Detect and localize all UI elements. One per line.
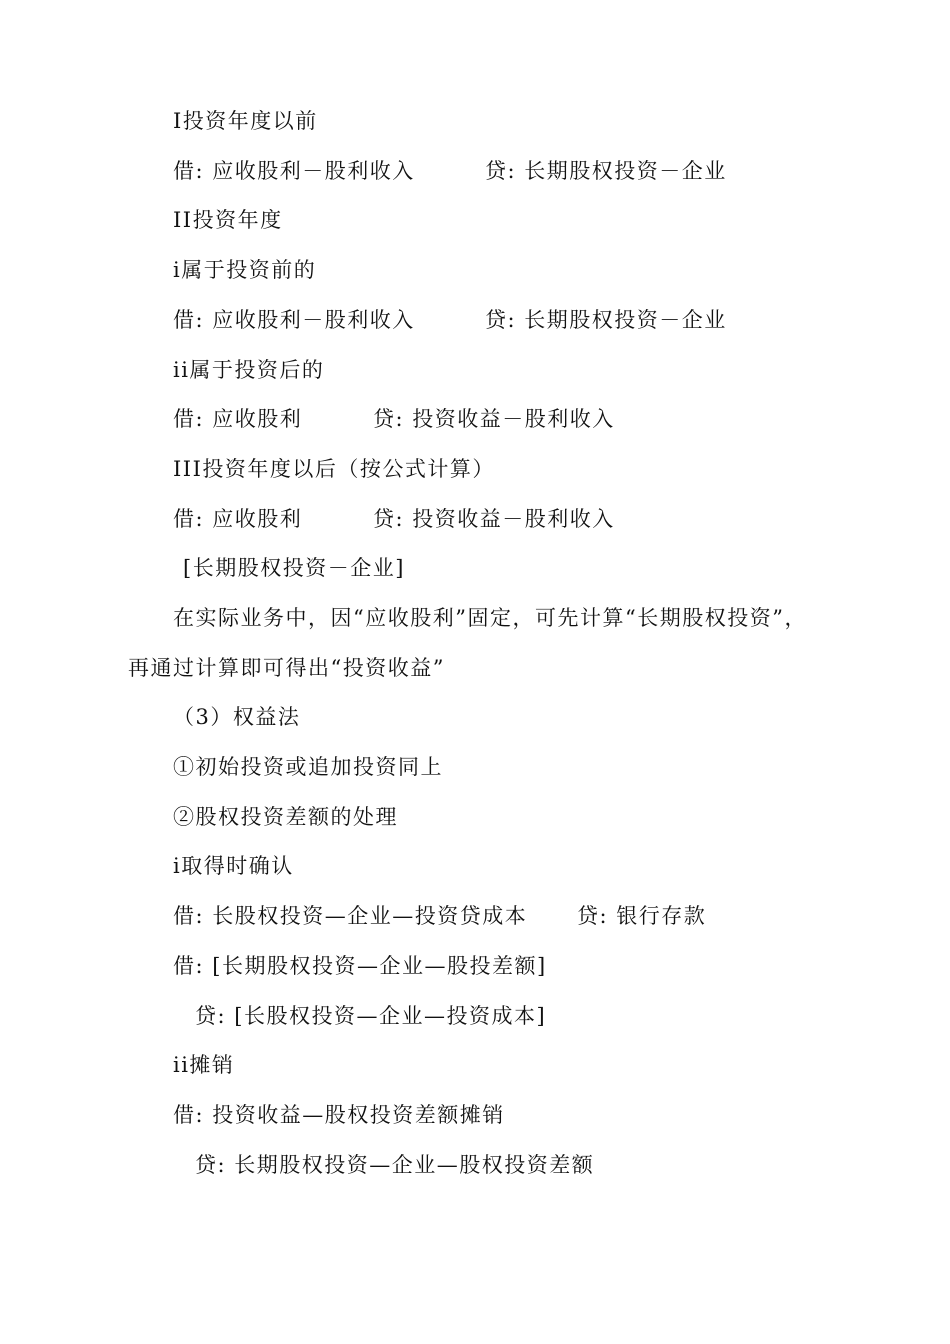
credit-entry: 贷: 长期股权投资－企业 bbox=[485, 308, 727, 332]
debit-entry: 借: 应收股利－股利收入 bbox=[173, 159, 415, 183]
list-item: ②股权投资差额的处理 bbox=[173, 805, 398, 829]
credit-entry: 贷: [长股权投资—企业—投资成本] bbox=[195, 1004, 547, 1028]
credit-entry: 贷: 长期股权投资—企业—股权投资差额 bbox=[195, 1153, 595, 1177]
debit-entry: 借: 应收股利 bbox=[173, 407, 303, 431]
credit-entry: 贷: 投资收益－股利收入 bbox=[373, 507, 615, 531]
debit-entry: 借: 投资收益—股权投资差额摊销 bbox=[173, 1103, 505, 1127]
credit-entry: 贷: 银行存款 bbox=[577, 904, 707, 928]
credit-entry: 贷: 长期股权投资－企业 bbox=[485, 159, 727, 183]
section-heading-investment-year: II投资年度 bbox=[173, 208, 283, 232]
bracket-note: [长期股权投资－企业] bbox=[183, 556, 405, 580]
subsection-heading: ii属于投资后的 bbox=[173, 358, 325, 382]
subsection-heading: i取得时确认 bbox=[173, 854, 294, 878]
text-line bbox=[0, 1151, 595, 1235]
section-heading-equity-method: （3）权益法 bbox=[173, 705, 301, 729]
debit-entry: 借: 应收股利－股利收入 bbox=[173, 308, 415, 332]
debit-entry: 借: [长期股权投资—企业—股投差额] bbox=[173, 954, 547, 978]
paragraph-line: 再通过计算即可得出“投资收益” bbox=[128, 656, 445, 680]
paragraph-line: 在实际业务中，因“应收股利”固定，可先计算“长期股权投资”， bbox=[173, 606, 807, 630]
debit-entry: 借: 长股权投资—企业—投资贷成本 bbox=[173, 904, 528, 928]
credit-entry: 贷: 投资收益－股利收入 bbox=[373, 407, 615, 431]
list-item: ①初始投资或追加投资同上 bbox=[173, 755, 443, 779]
section-heading-after-investment-year: III投资年度以后（按公式计算） bbox=[173, 457, 495, 481]
subsection-heading: ii摊销 bbox=[173, 1053, 235, 1077]
subsection-heading: i属于投资前的 bbox=[173, 258, 317, 282]
debit-entry: 借: 应收股利 bbox=[173, 507, 303, 531]
section-heading-before-investment-year: I投资年度以前 bbox=[173, 109, 318, 133]
